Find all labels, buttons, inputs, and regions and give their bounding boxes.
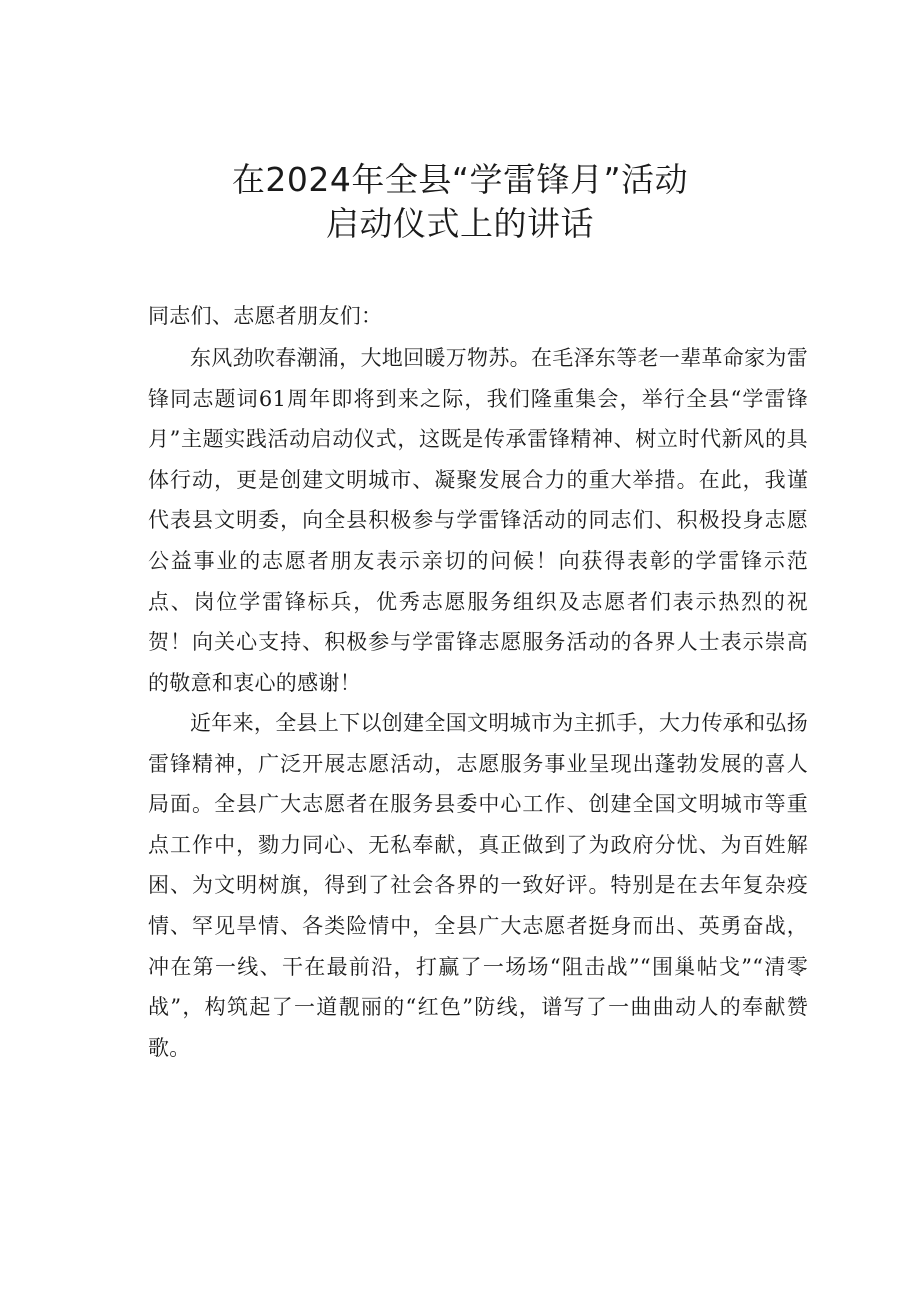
paragraph-1: 东风劲吹春潮涌，大地回暖万物苏。在毛泽东等老一辈革命家为雷锋同志题词61周年即将到来之际，我们隆重集会，举行全县“学雷锋月”主题实践活动启动仪式，这既是传承雷锋精神、树立时代新风的具体行动，更是创建文明城市、凝聚发展合力的重大举措。在此，我谨代表县文明委，向全县积极参与学雷锋活动的同志们、积极投身志愿公益事业的志愿者朋友表示亲切的问候！向获得表彰的学雷锋示范点、岗位学雷锋标兵，优秀志愿服务组织及志愿者们表示热烈的祝贺！向关心支持、积极参与学雷锋志愿服务活动的各界人士表示崇高的敬意和衷心的感谢！ (148, 346, 808, 695)
document-title-line-1: 在2024年全县“学雷锋月”活动 (231, 160, 689, 199)
paragraph-2: 近年来，全县上下以创建全国文明城市为主抓手，大力传承和弘扬雷锋精神，广泛开展志愿活动，志愿服务事业呈现出蓬勃发展的喜人局面。全县广大志愿者在服务县委中心工作、创建全国文明城市等重点工作中，勠力同心、无私奉献，真正做到了为政府分忧、为百姓解困、为文明树旗，得到了社会各界的一致好评。特别是在去年复杂疫情、罕见旱情、各类险情中，全县广大志愿者挺身而出、英勇奋战，冲在第一线、干在最前沿，打赢了一场场“阻击战”“围巢帖戈”“清零战”，构筑起了一道靓丽的“红色”防线，谱写了一曲曲动人的奉献赞歌。 (148, 711, 808, 1060)
document-title-line-2: 启动仪式上的讲话 (326, 204, 594, 243)
salutation: 同志们、志愿者朋友们： (148, 304, 383, 328)
